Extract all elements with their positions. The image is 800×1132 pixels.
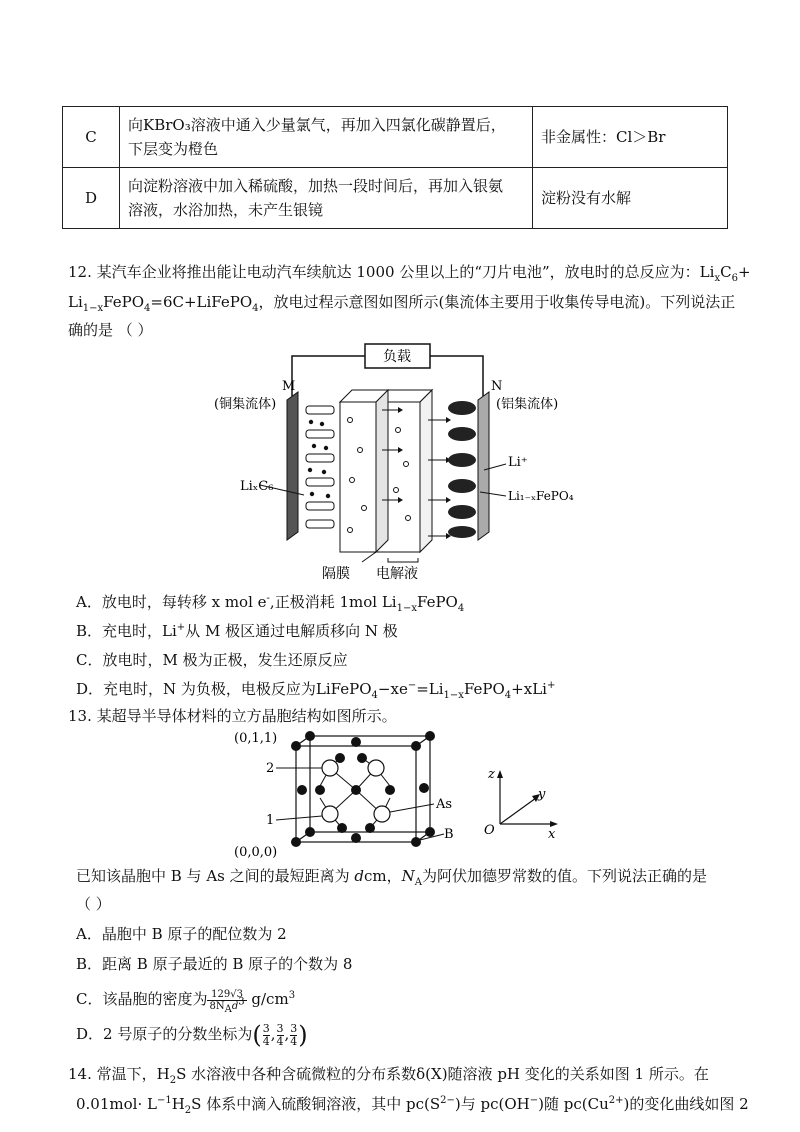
q14-line1: 14. 常温下，$H_2S$ 水溶液中各种含硫微粒的分布系数δ(X)随溶液 pH 变化的关系如图 1 所示。在 [68,1065,709,1086]
q13-option-a: A．晶胞中 B 原子的配位数为 2 [76,925,287,943]
coord-000-label: (0,0,0) [234,845,278,860]
atom-1-pointer [276,816,322,820]
row-label: D [63,168,120,229]
row-operation [120,107,533,168]
density-fraction: $\frac{129√3}{8N_Ad^3}$ [209,988,245,1015]
b-atoms [291,731,435,847]
operation-line: 下层变为橙色 [128,140,219,158]
q12-stem-line1: 12. 某汽车企业将推出能让电动汽车续航达 1000 公里以上的“刀片电池”，放电时的总反应为：$Li_xC_6+$ [68,263,751,284]
row-conclusion: 淀粉没有水解 [533,168,728,229]
operation-line: 溶液，水浴加热，未产生银镜 [128,201,324,219]
coord-011-label: (0,1,1) [234,731,278,746]
crystal-cell-diagram [230,728,570,862]
coord-fraction: $\frac{3}{4}$ [290,1021,298,1048]
electrolyte-label: 电解液 [376,566,418,582]
q12-stem-line2: $Li_{1-x}FePO_4=6C+LiFePO_4$，放电过程示意图如图所示(集流体主要用于收集传导电流)。下列说法正 [68,293,736,314]
n-label: N [491,379,503,394]
lifepo4-label: Li₁₋ₓFePO₄ [508,489,574,503]
box-side [420,390,432,552]
li-ion-label: Li⁺ [508,455,528,470]
m-label: M [282,379,296,394]
electrolyte-bracket [388,558,418,562]
y-axis-label: y [538,787,546,802]
x-axis-label: x [548,827,556,842]
table-row [63,168,728,229]
row-label: C [63,107,120,168]
q12-option-a: A．放电时，每转移 x mol e-,正极消耗 1mol $Li_{1-x}FePO_4$ [76,593,465,614]
q13-given: 已知该晶胞中 B 与 As 之间的最短距离为 dcm，$N_A$为阿伏加德罗常数的值。下列说法正确的是 [76,867,708,888]
q12-option-c: C．放电时，M 极为正极，发生还原反应 [76,651,348,669]
q12-option-b: B．充电时，Li+从 M 极区通过电解质移向 N 极 [76,622,398,640]
z-axis-label: z [488,767,495,782]
n-electrode [478,392,489,540]
b-label: B [444,827,454,842]
separator [376,390,388,552]
coord-fraction: $\frac{3}{4}$ [262,1021,270,1048]
origin-label: O [484,823,495,838]
operation-line: 向淀粉溶液中加入稀硫酸，加热一段时间后，再加入银氨 [128,177,504,195]
q13-option-b: B．距离 B 原子最近的 B 原子的个数为 8 [76,955,353,973]
atom-1-label: 1 [266,813,275,828]
coord-fraction: $\frac{3}{4}$ [276,1021,284,1048]
separator-label: 隔膜 [322,566,350,582]
battery-diagram [200,340,600,590]
lic6-label: LiₓC₆ [240,479,274,494]
operation-line: 向KBrO₃溶液中通入少量氯气，再加入四氯化碳静置后， [128,116,506,134]
load-label: 负载 [383,349,411,365]
cu-collector-label: (铜集流体) [214,397,277,412]
atom-2-label: 2 [266,761,275,776]
al-collector-label: (铝集流体) [496,397,559,412]
separator-pointer [362,552,376,562]
lifepo4-clusters [448,401,476,538]
q12-option-d: D．充电时，N 为负极，电极反应为$LiFePO_4-xe^-=Li_{1-x}FePO_4+xLi^+$ [76,680,556,701]
q14-line2: $0.01mol\cdot L^{-1}H_2S$ 体系中滴入硫酸铜溶液，其中 $pc(S^{2-})$与 pc(OH−)随 $pc(Cu^{2+})$的变化曲线如图 2 [76,1095,749,1116]
q13-answer-paren: （ ） [76,895,111,913]
circuit-wire [430,356,483,396]
axis-arrowheads [497,770,558,827]
experiment-table [62,106,728,229]
q13-option-d: D．2 号原子的分数坐标为( $\frac{3}{4}$ , $\frac{3}{4}$ , $\frac{3}{4}$ ) [76,1021,308,1049]
q13-option-c: C．该晶胞的密度为 $\frac{129√3}{8N_Ad^3}$ $g/cm^3$ [76,988,296,1015]
q13-stem: 13. 某超导半导体材料的立方晶胞结构如图所示。 [68,707,397,725]
m-electrode [287,392,298,540]
as-pointer [390,804,434,812]
table-row [63,107,728,168]
row-conclusion: 非金属性：Cl＞Br [533,107,728,168]
row-operation [120,168,533,229]
q12-stem-line3: 确的是 （ ） [68,321,153,339]
as-label: As [436,797,453,812]
